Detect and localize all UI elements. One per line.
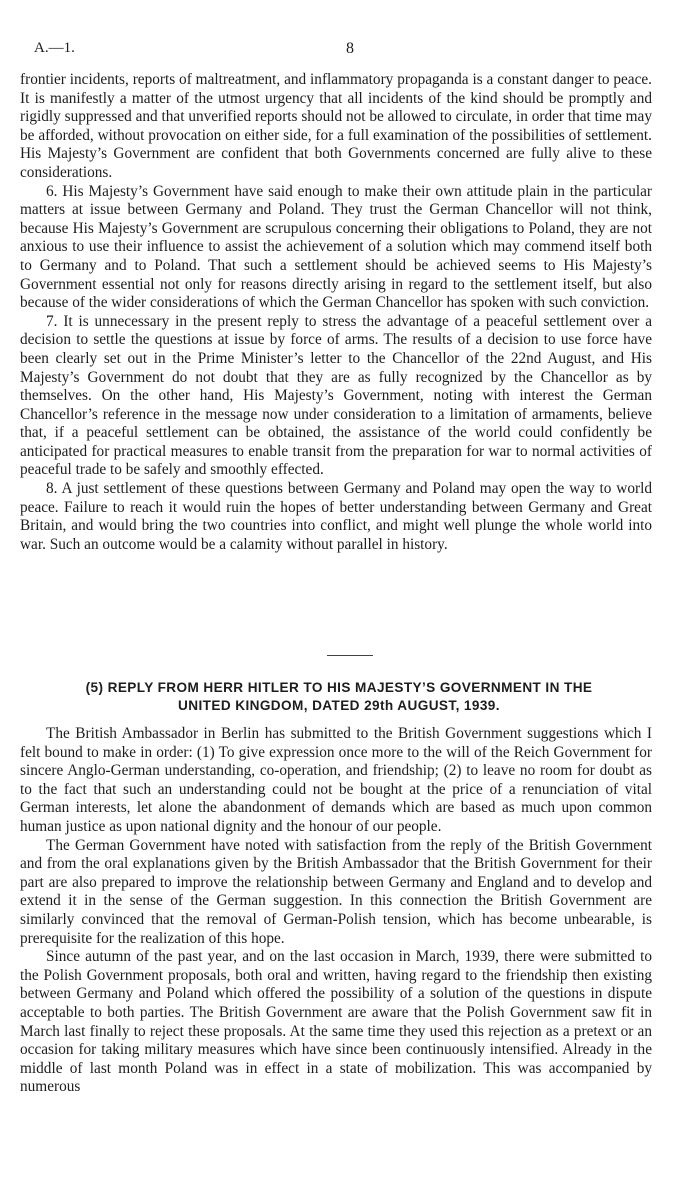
section-body [20, 725, 652, 1097]
paragraph: frontier incidents, reports of maltreatment, and inflammatory propaganda is a constant danger to peace. It is manifestly a matter of the utmost urgency that all incidents of the kind should be promptly and rigidly suppressed and that unverified reports should not be allowed to circulate, in order that time may be afforded, without provocation on either side, for a full examination of the possibilities of settlement. His Majesty’s Government are confident that both Governments concerned are fully alive to these considerations. [20, 71, 652, 181]
page-header [0, 40, 700, 64]
document-reference: A.—1. [34, 40, 75, 56]
paragraph: 7. It is unnecessary in the present reply to stress the advantage of a peaceful settlement over a decision to settle the questions at issue by force of arms. The results of a decision to use force have been clearly set out in the Prime Minister’s letter to the Chancellor of the 22nd August, and His Majesty’s Government do not doubt that they are as fully recognized by the Chancellor as by themselves. On the other hand, His Majesty’s Government, noting with interest the German Chancellor’s reference in the message now under consideration to a limitation of armaments, believe that, if a peaceful settlement can be obtained, the assistance of the world could confidently be anticipated for practical measures to enable transit from the preparation for war to normal activities of peaceful trade to be safely and smoothly effected. [20, 312, 652, 479]
page-number: 8 [346, 40, 354, 57]
section-title [24, 679, 654, 715]
paragraph: The German Government have noted with satisfaction from the reply of the British Government and from the oral explanations given by the British Ambassador that the British Government for their part are also prepared to improve the relationship between Germany and England and to develop and extend it in the sense of the German suggestion. In this connection the British Government are similarly convinced that the removal of German-Polish tension, which has become unbearable, is prerequisite for the realization of this hope. [20, 836, 652, 947]
section-divider [327, 655, 373, 656]
paragraph: The British Ambassador in Berlin has submitted to the British Government suggestions which I felt bound to make in order: (1) To give expression once more to the will of the Reich Government for sincere Anglo-German understanding, co-operation, and friendship; (2) to leave no room for doubt as to the fact that such an understanding could not be bought at the price of a renunciation of vital German interests, let alone the abandonment of demands which are based as much upon common human justice as upon national dignity and the honour of our people. [20, 725, 652, 835]
section-title-line: UNITED KINGDOM, DATED 29th AUGUST, 1939. [178, 698, 500, 713]
paragraph: Since autumn of the past year, and on the last occasion in March, 1939, there were submitted to the Polish Government proposals, both oral and written, having regard to the friendship then existing between Germany and Poland which offered the possibility of a solution of the questions in dispute acceptable to both parties. The British Government are aware that the Polish Government saw fit in March last finally to reject these proposals. At the same time they used this rejection as a pretext or an occasion for taking military measures which have since been continuously intensified. Already in the middle of last month Poland was in effect in a state of mobilization. This was accompanied by numerous [20, 948, 652, 1096]
paragraph: 6. His Majesty’s Government have said enough to make their own attitude plain in the particular matters at issue between Germany and Poland. They trust the German Chancellor will not think, because His Majesty’s Government are scrupulous concerning their obligations to Poland, they are not anxious to use their influence to assist the achievement of a solution which may commend itself both to Germany and to Poland. That such a settlement should be achieved seems to His Majesty’s Government essential not only for reasons directly arising in regard to the settlement itself, but also because of the wider considerations of which the German Chancellor has spoken with such conviction. [20, 182, 652, 312]
section-title-line: (5) REPLY FROM HERR HITLER TO HIS MAJESTY’S GOVERNMENT IN THE [85, 680, 593, 695]
paragraph: 8. A just settlement of these questions between Germany and Poland may open the way to world peace. Failure to reach it would ruin the hopes of better understanding between Germany and Great Britain, and would bring the two countries into conflict, and might well plunge the whole world into war. Such an outcome would be a calamity without parallel in history. [20, 480, 652, 553]
section-continuation [20, 71, 652, 554]
